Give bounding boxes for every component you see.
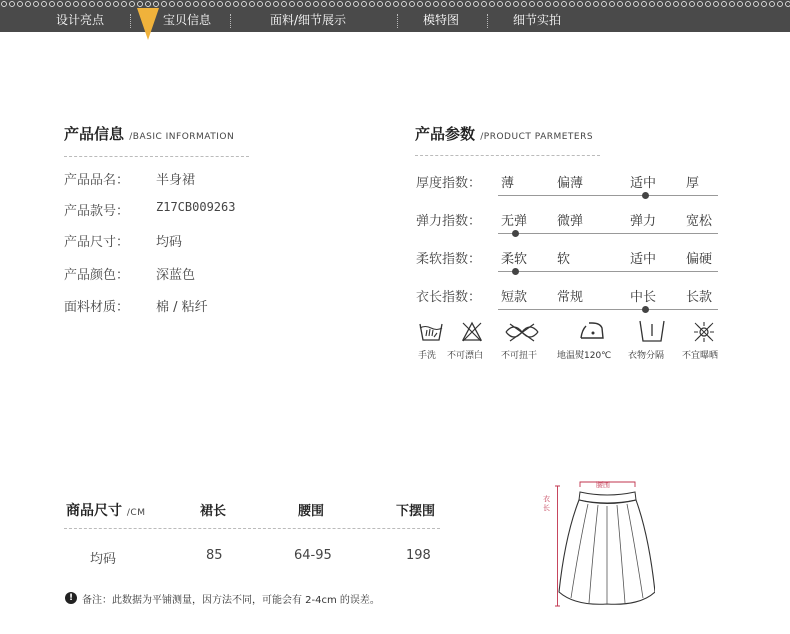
care-label: 不可漂白 [447, 351, 484, 361]
size-table-unit: /CM [126, 508, 146, 518]
param-option: 厚 [686, 176, 700, 191]
warning-icon: ! [65, 592, 77, 604]
no-wring-icon [502, 320, 542, 344]
info-value-material: 棉 / 粘纤 [156, 300, 208, 315]
nav-item-design-highlights[interactable]: 设计亮点 [56, 13, 105, 27]
care-label: 衣物分隔 [628, 351, 665, 361]
wash-separately-icon [637, 318, 667, 344]
nav-separator [130, 14, 131, 28]
care-label: 不可扭干 [501, 351, 538, 361]
divider [64, 528, 440, 529]
product-params-title [415, 123, 593, 144]
info-label-material: 面料材质： [64, 300, 130, 315]
param-option: 弹力 [630, 214, 657, 229]
divider [415, 155, 600, 156]
size-cell-hem: 198 [406, 548, 431, 563]
info-label-color: 产品颜色： [64, 268, 130, 283]
info-value-color: 深蓝色 [156, 268, 196, 283]
param-option: 微弹 [557, 214, 584, 229]
divider [64, 156, 249, 157]
length-label: 衣长 [543, 495, 550, 512]
param-label: 柔软指数： [416, 252, 482, 267]
param-label: 厚度指数： [416, 176, 482, 191]
size-cell-size: 均码 [90, 552, 117, 567]
care-label: 手洗 [418, 351, 437, 361]
param-option: 长款 [686, 290, 713, 305]
nav-separator [487, 14, 488, 28]
size-table-title-text: 商品尺寸 [66, 503, 122, 519]
size-header-hem: 下摆围 [396, 504, 436, 519]
param-selected-dot [512, 230, 519, 237]
product-params-title-text: 产品参数 [415, 125, 476, 143]
param-selected-dot [642, 192, 649, 199]
nav-chain-decoration [0, 0, 790, 8]
param-scale-line [498, 271, 718, 272]
size-header-waist: 腰围 [298, 504, 325, 519]
nav-item-fabric-details[interactable]: 面料/细节展示 [270, 13, 347, 27]
param-selected-dot [512, 268, 519, 275]
param-option: 常规 [557, 290, 584, 305]
nav-separator [230, 14, 231, 28]
care-label: 地温熨120℃ [557, 351, 612, 361]
param-option: 无弹 [501, 214, 528, 229]
product-info-title [64, 123, 234, 144]
size-cell-length: 85 [206, 548, 223, 563]
no-sun-dry-icon [692, 320, 716, 344]
param-label: 衣长指数： [416, 290, 482, 305]
param-selected-dot [642, 306, 649, 313]
hand-wash-icon [418, 320, 444, 344]
nav-separator [397, 14, 398, 28]
info-value-name: 半身裙 [156, 173, 196, 188]
size-cell-waist: 64-95 [294, 548, 332, 563]
info-label-name: 产品品名： [64, 173, 130, 188]
nav-active-marker [137, 8, 159, 40]
param-option: 短款 [501, 290, 528, 305]
waist-label: 腰围 [596, 481, 610, 489]
param-scale-line [498, 195, 718, 196]
iron-low-icon [578, 318, 606, 342]
param-option: 柔软 [501, 252, 528, 267]
top-nav-bar [0, 0, 790, 32]
care-label: 不宜曝晒 [682, 351, 719, 361]
nav-item-product-info[interactable]: 宝贝信息 [163, 13, 212, 27]
measurement-note: 备注：此数据为平铺测量，因方法不同，可能会有 2-4cm 的误差。 [82, 595, 380, 606]
param-scale-line [498, 233, 718, 234]
product-info-title-text: 产品信息 [64, 125, 125, 143]
product-info-title-en: /BASIC INFORMATION [129, 132, 235, 142]
info-label-style-no: 产品款号： [64, 204, 130, 219]
param-option: 薄 [501, 176, 515, 191]
param-option: 适中 [630, 252, 657, 267]
info-label-size: 产品尺寸： [64, 235, 130, 250]
size-table-title [66, 500, 145, 520]
param-option: 软 [557, 252, 571, 267]
param-option: 宽松 [686, 214, 713, 229]
product-params-title-en: /PRODUCT PARMETERS [480, 132, 594, 142]
param-option: 中长 [630, 290, 657, 305]
skirt-diagram [545, 476, 655, 611]
no-bleach-icon [460, 320, 484, 344]
param-label: 弹力指数： [416, 214, 482, 229]
param-option: 适中 [630, 176, 657, 191]
size-header-length: 裙长 [200, 504, 227, 519]
param-option: 偏薄 [557, 176, 584, 191]
info-value-style-no: Z17CB009263 [156, 200, 236, 214]
param-option: 偏硬 [686, 252, 713, 267]
nav-item-detail-photos[interactable]: 细节实拍 [513, 13, 562, 27]
info-value-size: 均码 [156, 235, 183, 250]
param-scale-line [498, 309, 718, 310]
nav-item-model-photos[interactable]: 模特图 [423, 13, 460, 27]
